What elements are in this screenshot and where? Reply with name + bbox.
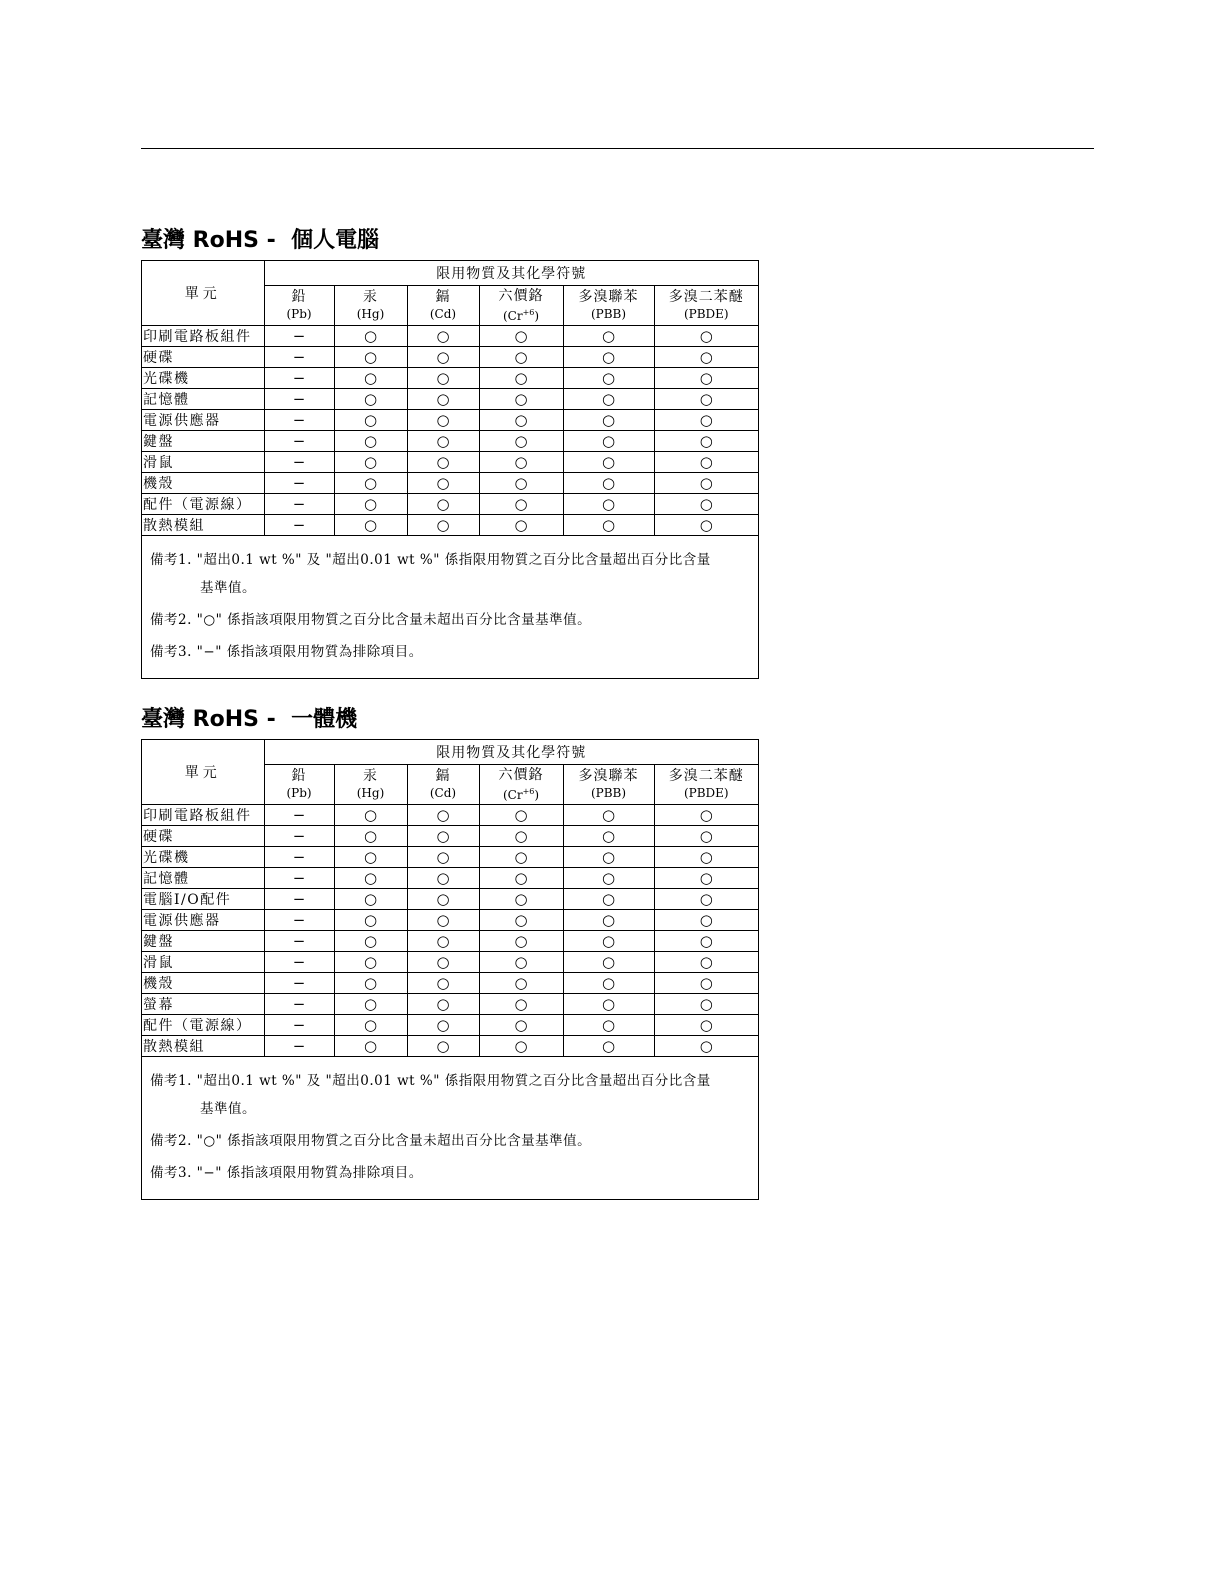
substance-mark: ○: [479, 993, 563, 1014]
substance-mark: ○: [407, 1014, 479, 1035]
component-name: 滑鼠: [142, 951, 264, 972]
table-row: [142, 346, 758, 367]
component-name: 鍵盤: [142, 430, 264, 451]
table-row: [142, 804, 758, 825]
component-name: 電腦I/O配件: [142, 888, 264, 909]
component-name: 配件（電源線）: [142, 1014, 264, 1035]
substance-mark: ○: [334, 930, 407, 951]
substance-mark: ○: [479, 930, 563, 951]
substance-mark: ○: [407, 888, 479, 909]
remark-continuation: 基準值。: [200, 1100, 256, 1117]
table-row: [142, 909, 758, 930]
symbol-superscript: +6: [522, 307, 535, 317]
component-name: 光碟機: [142, 846, 264, 867]
substance-mark: −: [264, 909, 334, 930]
substance-mark: −: [264, 846, 334, 867]
remark-line: 備考3. "−" 係指該項限用物質為排除項目。: [150, 1164, 423, 1181]
substance-name: 汞: [363, 289, 378, 305]
substance-mark: −: [264, 325, 334, 346]
substance-mark: ○: [407, 993, 479, 1014]
substance-mark: ○: [407, 409, 479, 430]
substance-mark: ○: [479, 430, 563, 451]
substance-mark: ○: [654, 367, 758, 388]
substance-mark: ○: [407, 472, 479, 493]
substance-mark: ○: [654, 493, 758, 514]
substance-symbol: [408, 306, 479, 322]
component-name: 硬碟: [142, 825, 264, 846]
substance-mark: ○: [479, 409, 563, 430]
substance-mark: −: [264, 972, 334, 993]
substance-mark: −: [264, 367, 334, 388]
substance-mark: −: [264, 1035, 334, 1056]
substance-mark: ○: [334, 993, 407, 1014]
symbol-text: (Cd): [429, 786, 457, 800]
remark: [150, 1067, 750, 1123]
substance-mark: ○: [479, 388, 563, 409]
substance-mark: ○: [654, 472, 758, 493]
table-row: [142, 430, 758, 451]
substance-header: [479, 764, 563, 804]
substance-mark: ○: [334, 1014, 407, 1035]
substance-name: 多溴二苯醚: [668, 289, 744, 305]
substance-mark: ○: [334, 972, 407, 993]
remark: [150, 606, 750, 634]
table-row: [142, 930, 758, 951]
section-title-pc: 臺灣 RoHS - 個人電腦: [141, 228, 380, 253]
substance-mark: ○: [654, 951, 758, 972]
substance-mark: ○: [334, 825, 407, 846]
substance-mark: ○: [334, 367, 407, 388]
substance-mark: ○: [479, 825, 563, 846]
substance-mark: ○: [407, 825, 479, 846]
substance-mark: ○: [407, 972, 479, 993]
component-name: 記憶體: [142, 388, 264, 409]
table-row: [142, 514, 758, 535]
remarks: [142, 536, 758, 678]
substance-mark: ○: [563, 825, 654, 846]
substance-mark: ○: [654, 451, 758, 472]
substance-header: [334, 285, 407, 325]
substance-mark: ○: [334, 409, 407, 430]
substance-mark: ○: [654, 909, 758, 930]
component-name: 硬碟: [142, 346, 264, 367]
substance-header: [334, 764, 407, 804]
substance-header: [563, 285, 654, 325]
table-row: [142, 493, 758, 514]
rohs-table-aio: [141, 739, 759, 1200]
symbol-text: (Cr: [502, 308, 523, 323]
component-name: 螢幕: [142, 993, 264, 1014]
table-row: [142, 825, 758, 846]
substance-mark: ○: [563, 972, 654, 993]
section-title-aio: 臺灣 RoHS - 一體機: [141, 707, 358, 732]
remarks: [142, 1057, 758, 1199]
substance-symbol: [655, 306, 759, 322]
substance-mark: −: [264, 930, 334, 951]
substance-mark: −: [264, 451, 334, 472]
substance-name: 多溴聯苯: [578, 289, 639, 305]
substance-name: 六價鉻: [498, 287, 544, 304]
substance-mark: ○: [334, 514, 407, 535]
substance-name: 六價鉻: [498, 766, 544, 783]
substance-mark: −: [264, 804, 334, 825]
substance-mark: ○: [479, 1035, 563, 1056]
substance-mark: ○: [479, 1014, 563, 1035]
component-name: 機殼: [142, 972, 264, 993]
component-name: 機殼: [142, 472, 264, 493]
substance-symbol: [480, 784, 563, 803]
substance-mark: ○: [334, 951, 407, 972]
substance-mark: ○: [407, 367, 479, 388]
substance-mark: ○: [563, 804, 654, 825]
substance-mark: ○: [563, 888, 654, 909]
substance-mark: ○: [563, 388, 654, 409]
substance-mark: ○: [654, 430, 758, 451]
symbol-text: (PBB): [590, 786, 627, 800]
symbol-text: (Cd): [429, 307, 457, 321]
substance-symbol: [564, 785, 654, 801]
table-row: [142, 972, 758, 993]
remark-line: 備考2. "○" 係指該項限用物質之百分比含量未超出百分比含量基準值。: [150, 1132, 592, 1149]
table-row: [142, 388, 758, 409]
substance-mark: ○: [654, 972, 758, 993]
substance-symbol: [335, 785, 407, 801]
substance-mark: ○: [654, 388, 758, 409]
substance-mark: ○: [407, 493, 479, 514]
symbol-text: (Hg): [356, 307, 385, 321]
remark: [150, 1127, 750, 1155]
substance-mark: −: [264, 430, 334, 451]
substance-mark: ○: [334, 888, 407, 909]
substance-mark: ○: [563, 430, 654, 451]
remark-line: 備考1. "超出0.1 wt %" 及 "超出0.01 wt %" 係指限用物質之百分比含量超出百分比含量: [150, 1072, 711, 1089]
component-name: 滑鼠: [142, 451, 264, 472]
remark-line: 備考1. "超出0.1 wt %" 及 "超出0.01 wt %" 係指限用物質之百分比含量超出百分比含量: [150, 551, 711, 568]
substance-mark: ○: [654, 514, 758, 535]
substance-mark: ○: [407, 1035, 479, 1056]
substance-group-header: 限用物質及其化學符號: [264, 261, 758, 285]
substance-mark: ○: [407, 951, 479, 972]
substance-mark: ○: [563, 514, 654, 535]
substance-header: [407, 764, 479, 804]
substance-mark: ○: [479, 325, 563, 346]
substance-mark: ○: [563, 451, 654, 472]
substance-mark: −: [264, 472, 334, 493]
remark: [150, 1159, 750, 1187]
unit-header: 單元: [142, 740, 264, 804]
substance-mark: ○: [563, 367, 654, 388]
substance-mark: −: [264, 493, 334, 514]
substance-mark: ○: [654, 804, 758, 825]
substance-mark: −: [264, 409, 334, 430]
substance-mark: ○: [479, 846, 563, 867]
substance-mark: ○: [479, 867, 563, 888]
component-name: 散熱模組: [142, 1035, 264, 1056]
substance-header: [654, 764, 758, 804]
table-row: [142, 367, 758, 388]
substance-header: [264, 285, 334, 325]
table-row: [142, 325, 758, 346]
substance-mark: ○: [563, 472, 654, 493]
substance-table: [142, 740, 758, 1057]
substance-mark: ○: [334, 867, 407, 888]
rohs-table-pc: [141, 260, 759, 679]
substance-name: 多溴二苯醚: [668, 768, 744, 784]
symbol-superscript: +6: [522, 786, 535, 796]
substance-symbol: [335, 306, 407, 322]
symbol-close: ): [534, 787, 540, 802]
substance-mark: ○: [407, 909, 479, 930]
substance-group-header: 限用物質及其化學符號: [264, 740, 758, 764]
table-row: [142, 472, 758, 493]
unit-header: 單元: [142, 261, 264, 325]
substance-mark: −: [264, 951, 334, 972]
table-row: [142, 951, 758, 972]
substance-mark: ○: [334, 804, 407, 825]
substance-mark: ○: [479, 367, 563, 388]
substance-mark: ○: [407, 451, 479, 472]
symbol-text: (PBDE): [683, 786, 729, 800]
substance-mark: −: [264, 825, 334, 846]
substance-mark: ○: [563, 1035, 654, 1056]
substance-mark: ○: [479, 493, 563, 514]
component-name: 鍵盤: [142, 930, 264, 951]
component-name: 光碟機: [142, 367, 264, 388]
substance-mark: ○: [407, 325, 479, 346]
substance-mark: ○: [334, 451, 407, 472]
header-row: [142, 261, 758, 285]
substance-mark: ○: [654, 993, 758, 1014]
substance-mark: ○: [407, 514, 479, 535]
substance-mark: ○: [654, 325, 758, 346]
substance-mark: ○: [334, 388, 407, 409]
substance-mark: −: [264, 993, 334, 1014]
header-row: [142, 740, 758, 764]
substance-mark: ○: [563, 930, 654, 951]
substance-mark: −: [264, 888, 334, 909]
table-row: [142, 409, 758, 430]
substance-mark: ○: [407, 346, 479, 367]
substance-mark: ○: [334, 846, 407, 867]
symbol-text: (Pb): [286, 786, 312, 800]
symbol-text: (PBDE): [683, 307, 729, 321]
substance-symbol: [564, 306, 654, 322]
substance-mark: ○: [479, 804, 563, 825]
substance-mark: ○: [334, 325, 407, 346]
table-row: [142, 888, 758, 909]
substance-header: [654, 285, 758, 325]
remark-continuation: 基準值。: [200, 579, 256, 596]
substance-header: [264, 764, 334, 804]
table-row: [142, 1014, 758, 1035]
component-name: 散熱模組: [142, 514, 264, 535]
substance-mark: ○: [334, 909, 407, 930]
substance-mark: ○: [654, 409, 758, 430]
substance-mark: ○: [654, 1035, 758, 1056]
substance-mark: ○: [479, 909, 563, 930]
substance-mark: −: [264, 346, 334, 367]
substance-mark: ○: [407, 430, 479, 451]
component-name: 配件（電源線）: [142, 493, 264, 514]
substance-table: [142, 261, 758, 536]
table-row: [142, 1035, 758, 1056]
substance-mark: ○: [563, 909, 654, 930]
component-name: 記憶體: [142, 867, 264, 888]
substance-name: 鎘: [435, 768, 451, 784]
substance-name: 鉛: [291, 289, 307, 305]
remark: [150, 638, 750, 666]
table-row: [142, 867, 758, 888]
substance-header: [407, 285, 479, 325]
substance-mark: ○: [563, 1014, 654, 1035]
substance-mark: −: [264, 1014, 334, 1035]
substance-symbol: [655, 785, 759, 801]
component-name: 印刷電路板組件: [142, 804, 264, 825]
substance-symbol: [265, 306, 334, 322]
substance-mark: ○: [407, 804, 479, 825]
substance-mark: ○: [479, 346, 563, 367]
top-divider: [141, 148, 1094, 149]
substance-mark: ○: [407, 867, 479, 888]
substance-mark: ○: [563, 951, 654, 972]
substance-mark: ○: [563, 346, 654, 367]
substance-mark: ○: [563, 493, 654, 514]
substance-mark: ○: [479, 514, 563, 535]
substance-mark: ○: [563, 993, 654, 1014]
remark: [150, 546, 750, 602]
substance-mark: ○: [563, 325, 654, 346]
symbol-close: ): [534, 308, 540, 323]
symbol-text: (Pb): [286, 307, 312, 321]
substance-mark: ○: [407, 388, 479, 409]
remark-line: 備考3. "−" 係指該項限用物質為排除項目。: [150, 643, 423, 660]
substance-mark: ○: [334, 346, 407, 367]
component-name: 電源供應器: [142, 409, 264, 430]
substance-mark: ○: [479, 472, 563, 493]
substance-mark: ○: [654, 867, 758, 888]
substance-mark: ○: [334, 472, 407, 493]
substance-mark: ○: [407, 846, 479, 867]
table-row: [142, 846, 758, 867]
substance-mark: ○: [479, 951, 563, 972]
symbol-text: (PBB): [590, 307, 627, 321]
substance-mark: ○: [654, 825, 758, 846]
table-row: [142, 993, 758, 1014]
component-name: 電源供應器: [142, 909, 264, 930]
substance-name: 汞: [363, 768, 378, 784]
component-name: 印刷電路板組件: [142, 325, 264, 346]
substance-mark: ○: [654, 888, 758, 909]
substance-mark: −: [264, 514, 334, 535]
substance-mark: ○: [563, 846, 654, 867]
substance-symbol: [265, 785, 334, 801]
substance-header: [479, 285, 563, 325]
substance-mark: ○: [654, 1014, 758, 1035]
remark-line: 備考2. "○" 係指該項限用物質之百分比含量未超出百分比含量基準值。: [150, 611, 592, 628]
substance-mark: ○: [334, 430, 407, 451]
substance-mark: ○: [563, 409, 654, 430]
substance-mark: ○: [334, 493, 407, 514]
substance-mark: ○: [479, 888, 563, 909]
substance-symbol: [480, 305, 563, 324]
substance-symbol: [408, 785, 479, 801]
substance-mark: ○: [479, 451, 563, 472]
substance-mark: ○: [407, 930, 479, 951]
substance-name: 多溴聯苯: [578, 768, 639, 784]
substance-mark: ○: [654, 346, 758, 367]
substance-mark: ○: [334, 1035, 407, 1056]
substance-name: 鎘: [435, 289, 451, 305]
substance-mark: −: [264, 867, 334, 888]
substance-mark: ○: [563, 867, 654, 888]
substance-mark: −: [264, 388, 334, 409]
table-row: [142, 451, 758, 472]
substance-name: 鉛: [291, 768, 307, 784]
substance-mark: ○: [654, 846, 758, 867]
substance-mark: ○: [479, 972, 563, 993]
symbol-text: (Cr: [502, 787, 523, 802]
substance-mark: ○: [654, 930, 758, 951]
substance-header: [563, 764, 654, 804]
symbol-text: (Hg): [356, 786, 385, 800]
